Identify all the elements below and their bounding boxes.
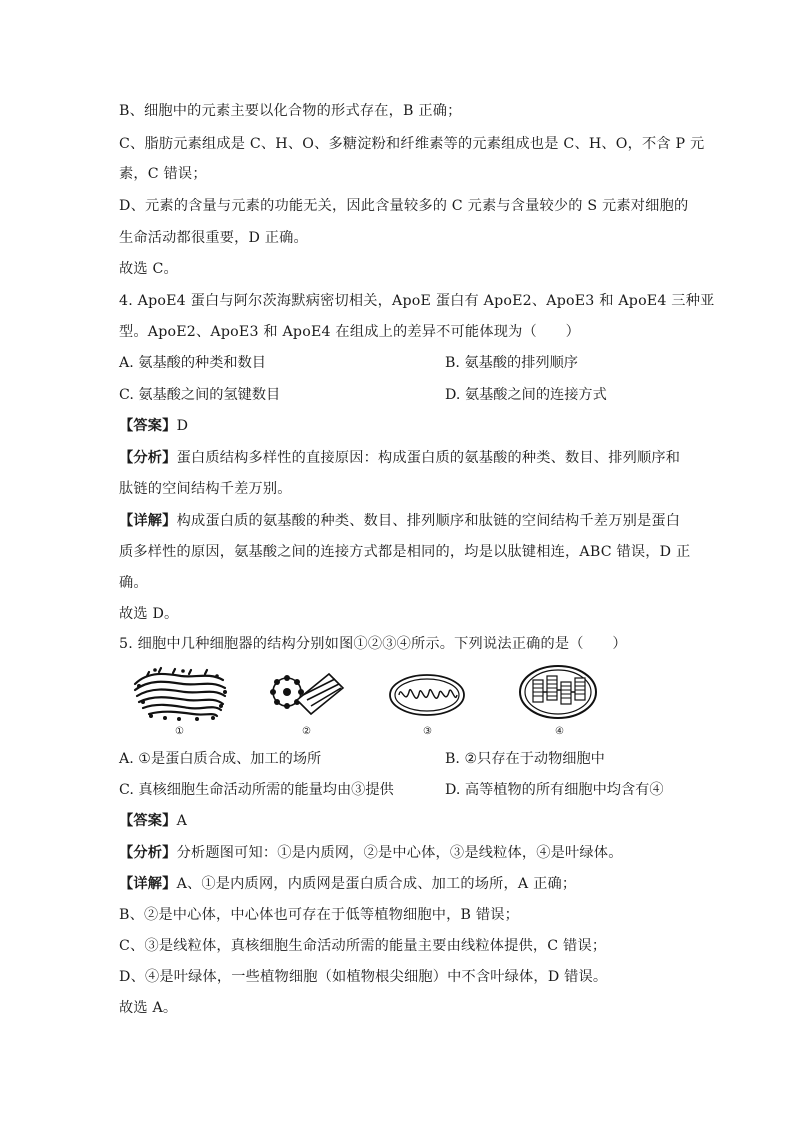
detail-tag: 【详解】 — [119, 513, 177, 529]
q4-answer — [119, 416, 679, 436]
question-4-stem-cont: 型。ApoE2、ApoE3 和 ApoE4 在组成上的差异不可能体现为（ ） — [119, 324, 581, 340]
q5-option-c: C. 真核细胞生命活动所需的能量均由③提供 — [119, 782, 394, 798]
question-5-stem: 5. 细胞中几种细胞器的结构分别如图①②③④所示。下列说法正确的是（ ） — [119, 636, 627, 652]
organelle-figures — [119, 662, 609, 742]
answer-value: A — [176, 813, 188, 829]
explanation-line-d-cont: 生命活动都很重要，D 正确。 — [119, 230, 308, 246]
answer-value: D — [176, 418, 189, 434]
select-answer-3: 故选 C。 — [119, 261, 178, 277]
q5-detail-d: D、④是叶绿体，一些植物细胞（如植物根尖细胞）中不含叶绿体，D 错误。 — [119, 969, 608, 985]
q5-analysis — [119, 843, 679, 863]
q5-option-d: D. 高等植物的所有细胞中均含有④ — [445, 782, 664, 798]
explanation-line-d: D、元素的含量与元素的功能无关，因此含量较多的 C 元素与含量较少的 S 元素对细胞的 — [119, 198, 689, 214]
analysis-text: 分析题图可知：①是内质网，②是中心体，③是线粒体，④是叶绿体。 — [176, 845, 623, 861]
figure-label-3: ③ — [423, 726, 432, 737]
q5-detail — [119, 874, 679, 894]
q4-option-d: D. 氨基酸之间的连接方式 — [445, 387, 607, 403]
answer-tag: 【答案】 — [119, 418, 177, 434]
figure-label-4: ④ — [555, 726, 564, 737]
question-4-stem: 4. ApoE4 蛋白与阿尔茨海默病密切相关，ApoE 蛋白有 ApoE2、ApoE3 和 ApoE4 三种亚 — [119, 293, 715, 309]
select-answer-5: 故选 A。 — [119, 1000, 178, 1016]
select-answer-4: 故选 D。 — [119, 606, 179, 622]
q4-detail-cont2: 确。 — [119, 575, 148, 591]
endoplasmic-reticulum-figure — [129, 662, 229, 724]
figure-label-1: ① — [175, 726, 184, 737]
explanation-line-b: B、细胞中的元素主要以化合物的形式存在，B 正确； — [119, 103, 462, 119]
answer-tag: 【答案】 — [119, 813, 177, 829]
analysis-tag: 【分析】 — [119, 845, 177, 861]
q4-analysis — [119, 448, 679, 468]
q5-detail-c: C、③是线粒体，真核细胞生命活动所需的能量主要由线粒体提供，C 错误； — [119, 938, 607, 954]
explanation-line-c: C、脂肪元素组成是 C、H、O、多糖淀粉和纤维素等的元素组成也是 C、H、O，不含 P 元 — [119, 136, 705, 152]
q5-answer — [119, 811, 679, 831]
q5-detail-b: B、②是中心体，中心体也可存在于低等植物细胞中，B 错误； — [119, 907, 520, 923]
q4-option-c: C. 氨基酸之间的氢键数目 — [119, 387, 281, 403]
figure-label-2: ② — [302, 726, 311, 737]
q5-option-a: A. ①是蛋白质合成、加工的场所 — [119, 751, 322, 767]
q4-detail — [119, 511, 679, 531]
detail-tag: 【详解】 — [119, 876, 177, 892]
q4-analysis-cont: 肽链的空间结构千差万别。 — [119, 481, 292, 497]
detail-text: 构成蛋白质的氨基酸的种类、数目、排列顺序和肽链的空间结构千差万别是蛋白 — [176, 513, 681, 529]
q4-option-a: A. 氨基酸的种类和数目 — [119, 355, 266, 371]
q4-option-b: B. 氨基酸的排列顺序 — [445, 355, 578, 371]
analysis-tag: 【分析】 — [119, 450, 177, 466]
explanation-line-c-cont: 素，C 错误； — [119, 166, 207, 182]
detail-text: A、①是内质网，内质网是蛋白质合成、加工的场所，A 正确； — [176, 876, 577, 892]
analysis-text: 蛋白质结构多样性的直接原因：构成蛋白质的氨基酸的种类、数目、排列顺序和 — [176, 450, 681, 466]
centrosome-figure — [267, 664, 347, 720]
mitochondrion-figure — [387, 672, 467, 718]
q5-option-b: B. ②只存在于动物细胞中 — [445, 751, 605, 767]
chloroplast-figure — [517, 662, 599, 722]
q4-detail-cont: 质多样性的原因，氨基酸之间的连接方式都是相同的，均是以肽键相连，ABC 错误，D 正 — [119, 544, 691, 560]
